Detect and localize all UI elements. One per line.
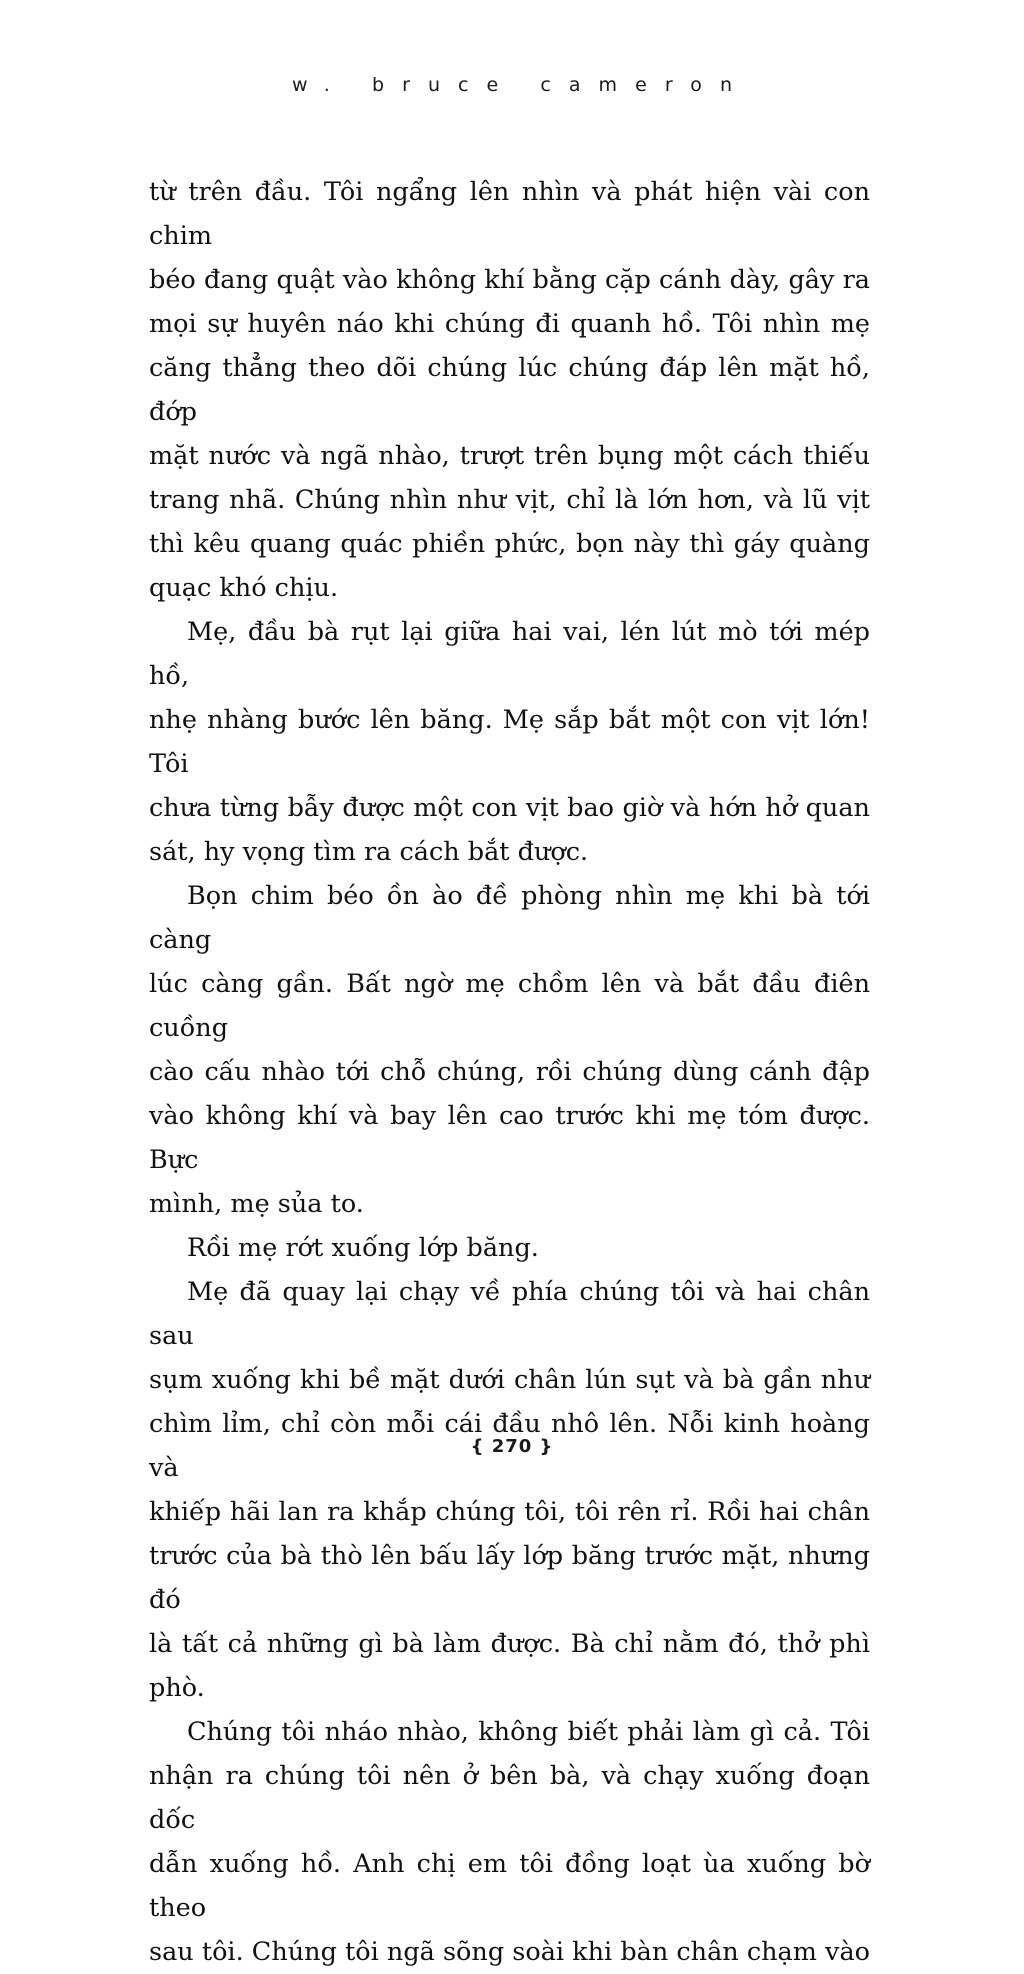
text-line: trước của bà thò lên bấu lấy lớp băng trước mặt, nhưng đó — [149, 1541, 870, 1615]
text-line: Rồi mẹ rớt xuống lớp băng. — [187, 1233, 539, 1263]
text-line: mọi sự huyên náo khi chúng đi quanh hồ. Tôi nhìn mẹ — [149, 309, 870, 339]
text-line: mặt nước và ngã nhào, trượt trên bụng một cách thiếu — [149, 441, 870, 471]
text-line: Mẹ đã quay lại chạy về phía chúng tôi và hai chân sau — [149, 1277, 870, 1351]
text-line: béo đang quật vào không khí bằng cặp cánh dày, gây ra — [149, 265, 870, 295]
text-line: khiếp hãi lan ra khắp chúng tôi, tôi rên rỉ. Rồi hai chân — [149, 1497, 870, 1527]
text-line: vào không khí và bay lên cao trước khi mẹ tóm được. Bực — [149, 1101, 870, 1175]
text-line: căng thẳng theo dõi chúng lúc chúng đáp lên mặt hồ, đớp — [149, 353, 870, 427]
text-line: dẫn xuống hồ. Anh chị em tôi đồng loạt ùa xuống bờ theo — [149, 1849, 870, 1923]
text-line: Chúng tôi nháo nhào, không biết phải làm gì cả. Tôi — [187, 1717, 870, 1747]
text-line: chưa từng bẫy được một con vịt bao giờ và hớn hở quan — [149, 793, 870, 823]
text-line: quạc khó chịu. — [149, 573, 339, 603]
page-number: { 270 } — [470, 1436, 554, 1457]
text-line: thì kêu quang quác phiền phức, bọn này thì gáy quàng — [149, 529, 870, 559]
text-line: sát, hy vọng tìm ra cách bắt được. — [149, 837, 589, 867]
body-text — [149, 170, 870, 1974]
text-line: Bọn chim béo ồn ào đề phòng nhìn mẹ khi bà tới càng — [149, 881, 870, 955]
text-line: nhẹ nhàng bước lên băng. Mẹ sắp bắt một con vịt lớn! Tôi — [149, 705, 870, 779]
text-line: là tất cả những gì bà làm được. Bà chỉ nằm đó, thở phì phò. — [149, 1629, 870, 1703]
text-line: sau tôi. Chúng tôi ngã sõng soài khi bàn chân chạm vào — [149, 1937, 870, 1967]
running-head-author: w. bruce cameron — [291, 74, 751, 96]
text-line: mình, mẹ sủa to. — [149, 1189, 364, 1219]
text-line: trang nhã. Chúng nhìn như vịt, chỉ là lớn hơn, và lũ vịt — [149, 485, 870, 515]
text-line: sụm xuống khi bề mặt dưới chân lún sụt và bà gần như — [149, 1365, 870, 1395]
text-line: nhận ra chúng tôi nên ở bên bà, và chạy xuống đoạn dốc — [149, 1761, 870, 1835]
text-line: lúc càng gần. Bất ngờ mẹ chồm lên và bắt đầu điên cuồng — [149, 969, 870, 1043]
text-line: cào cấu nhào tới chỗ chúng, rồi chúng dùng cánh đập — [149, 1057, 870, 1087]
text-line: Mẹ, đầu bà rụt lại giữa hai vai, lén lút mò tới mép hồ, — [149, 617, 870, 691]
text-line: chìm lỉm, chỉ còn mỗi cái đầu nhô lên. Nỗi kinh hoàng và — [149, 1409, 870, 1483]
text-line: từ trên đầu. Tôi ngẩng lên nhìn và phát hiện vài con chim — [149, 177, 870, 251]
